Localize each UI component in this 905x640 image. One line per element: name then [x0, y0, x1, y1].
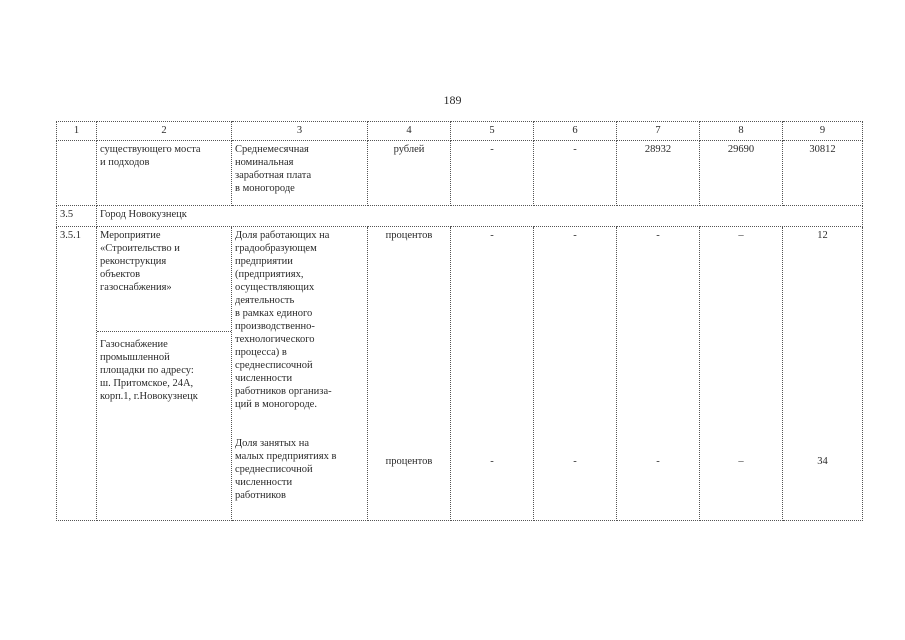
- header-cell: 4: [368, 122, 451, 141]
- header-cell: 3: [232, 122, 368, 141]
- value-2: -: [656, 456, 660, 467]
- header-cell: 9: [783, 122, 863, 141]
- value-cell: [534, 227, 617, 521]
- unit-cell: [368, 227, 451, 521]
- section-number: 3.5: [57, 206, 97, 227]
- value-cell: -: [534, 141, 617, 206]
- indicator-text-1: Доля работающих на градообразующем предприятии (предприятиях, осуществляющих деятельность в рамках единого производственно- технологического процесса) в среднесписочной численности работников организа- ций в моногороде.: [235, 230, 332, 410]
- section-row: [57, 206, 863, 227]
- value-2: 34: [817, 456, 828, 467]
- indicators-table: [56, 121, 863, 521]
- header-cell: 6: [534, 122, 617, 141]
- measure-cell: существующего моста и подходов: [97, 141, 232, 206]
- header-cell: 7: [617, 122, 700, 141]
- sub-measure-text: Газоснабжение промышленной площадки по адресу: ш. Притомское, 24А, корп.1, г.Новокузнецк: [97, 331, 231, 520]
- page-number: 189: [443, 93, 462, 107]
- table-row: [57, 141, 863, 206]
- header-cell: 1: [57, 122, 97, 141]
- value-cell: [700, 227, 783, 521]
- header-cell: 8: [700, 122, 783, 141]
- value-cell: [617, 227, 700, 521]
- value-cell: [451, 227, 534, 521]
- measure-text: Мероприятие «Строительство и реконструкция объектов газоснабжения»: [100, 230, 180, 293]
- unit-text-1: процентов: [385, 230, 433, 241]
- value-cell: [783, 227, 863, 521]
- unit-text-2: процентов: [385, 456, 433, 467]
- unit-cell: рублей: [368, 141, 451, 206]
- value-2: -: [573, 456, 577, 467]
- row-number-cell: [57, 141, 97, 206]
- header-cell: 5: [451, 122, 534, 141]
- value-1: -: [656, 230, 660, 241]
- value-cell: 28932: [617, 141, 700, 206]
- table-row: [57, 227, 863, 521]
- indicator-cell: [232, 227, 368, 521]
- value-1: -: [490, 230, 494, 241]
- row-number-cell: 3.5.1: [57, 227, 97, 521]
- value-1: –: [738, 230, 744, 241]
- indicator-text-2: Доля занятых на малых предприятиях в среднесписочной численности работников: [235, 438, 337, 501]
- table-header-row: [57, 122, 863, 141]
- header-cell: 2: [97, 122, 232, 141]
- value-1: 12: [817, 230, 828, 241]
- indicator-cell: Среднемесячная номинальная заработная плата в моногороде: [232, 141, 368, 206]
- value-cell: 30812: [783, 141, 863, 206]
- value-2: -: [490, 456, 494, 467]
- section-title: Город Новокузнецк: [97, 206, 863, 227]
- value-1: -: [573, 230, 577, 241]
- value-cell: 29690: [700, 141, 783, 206]
- measure-cell: [97, 227, 232, 521]
- value-cell: -: [451, 141, 534, 206]
- value-2: –: [738, 456, 744, 467]
